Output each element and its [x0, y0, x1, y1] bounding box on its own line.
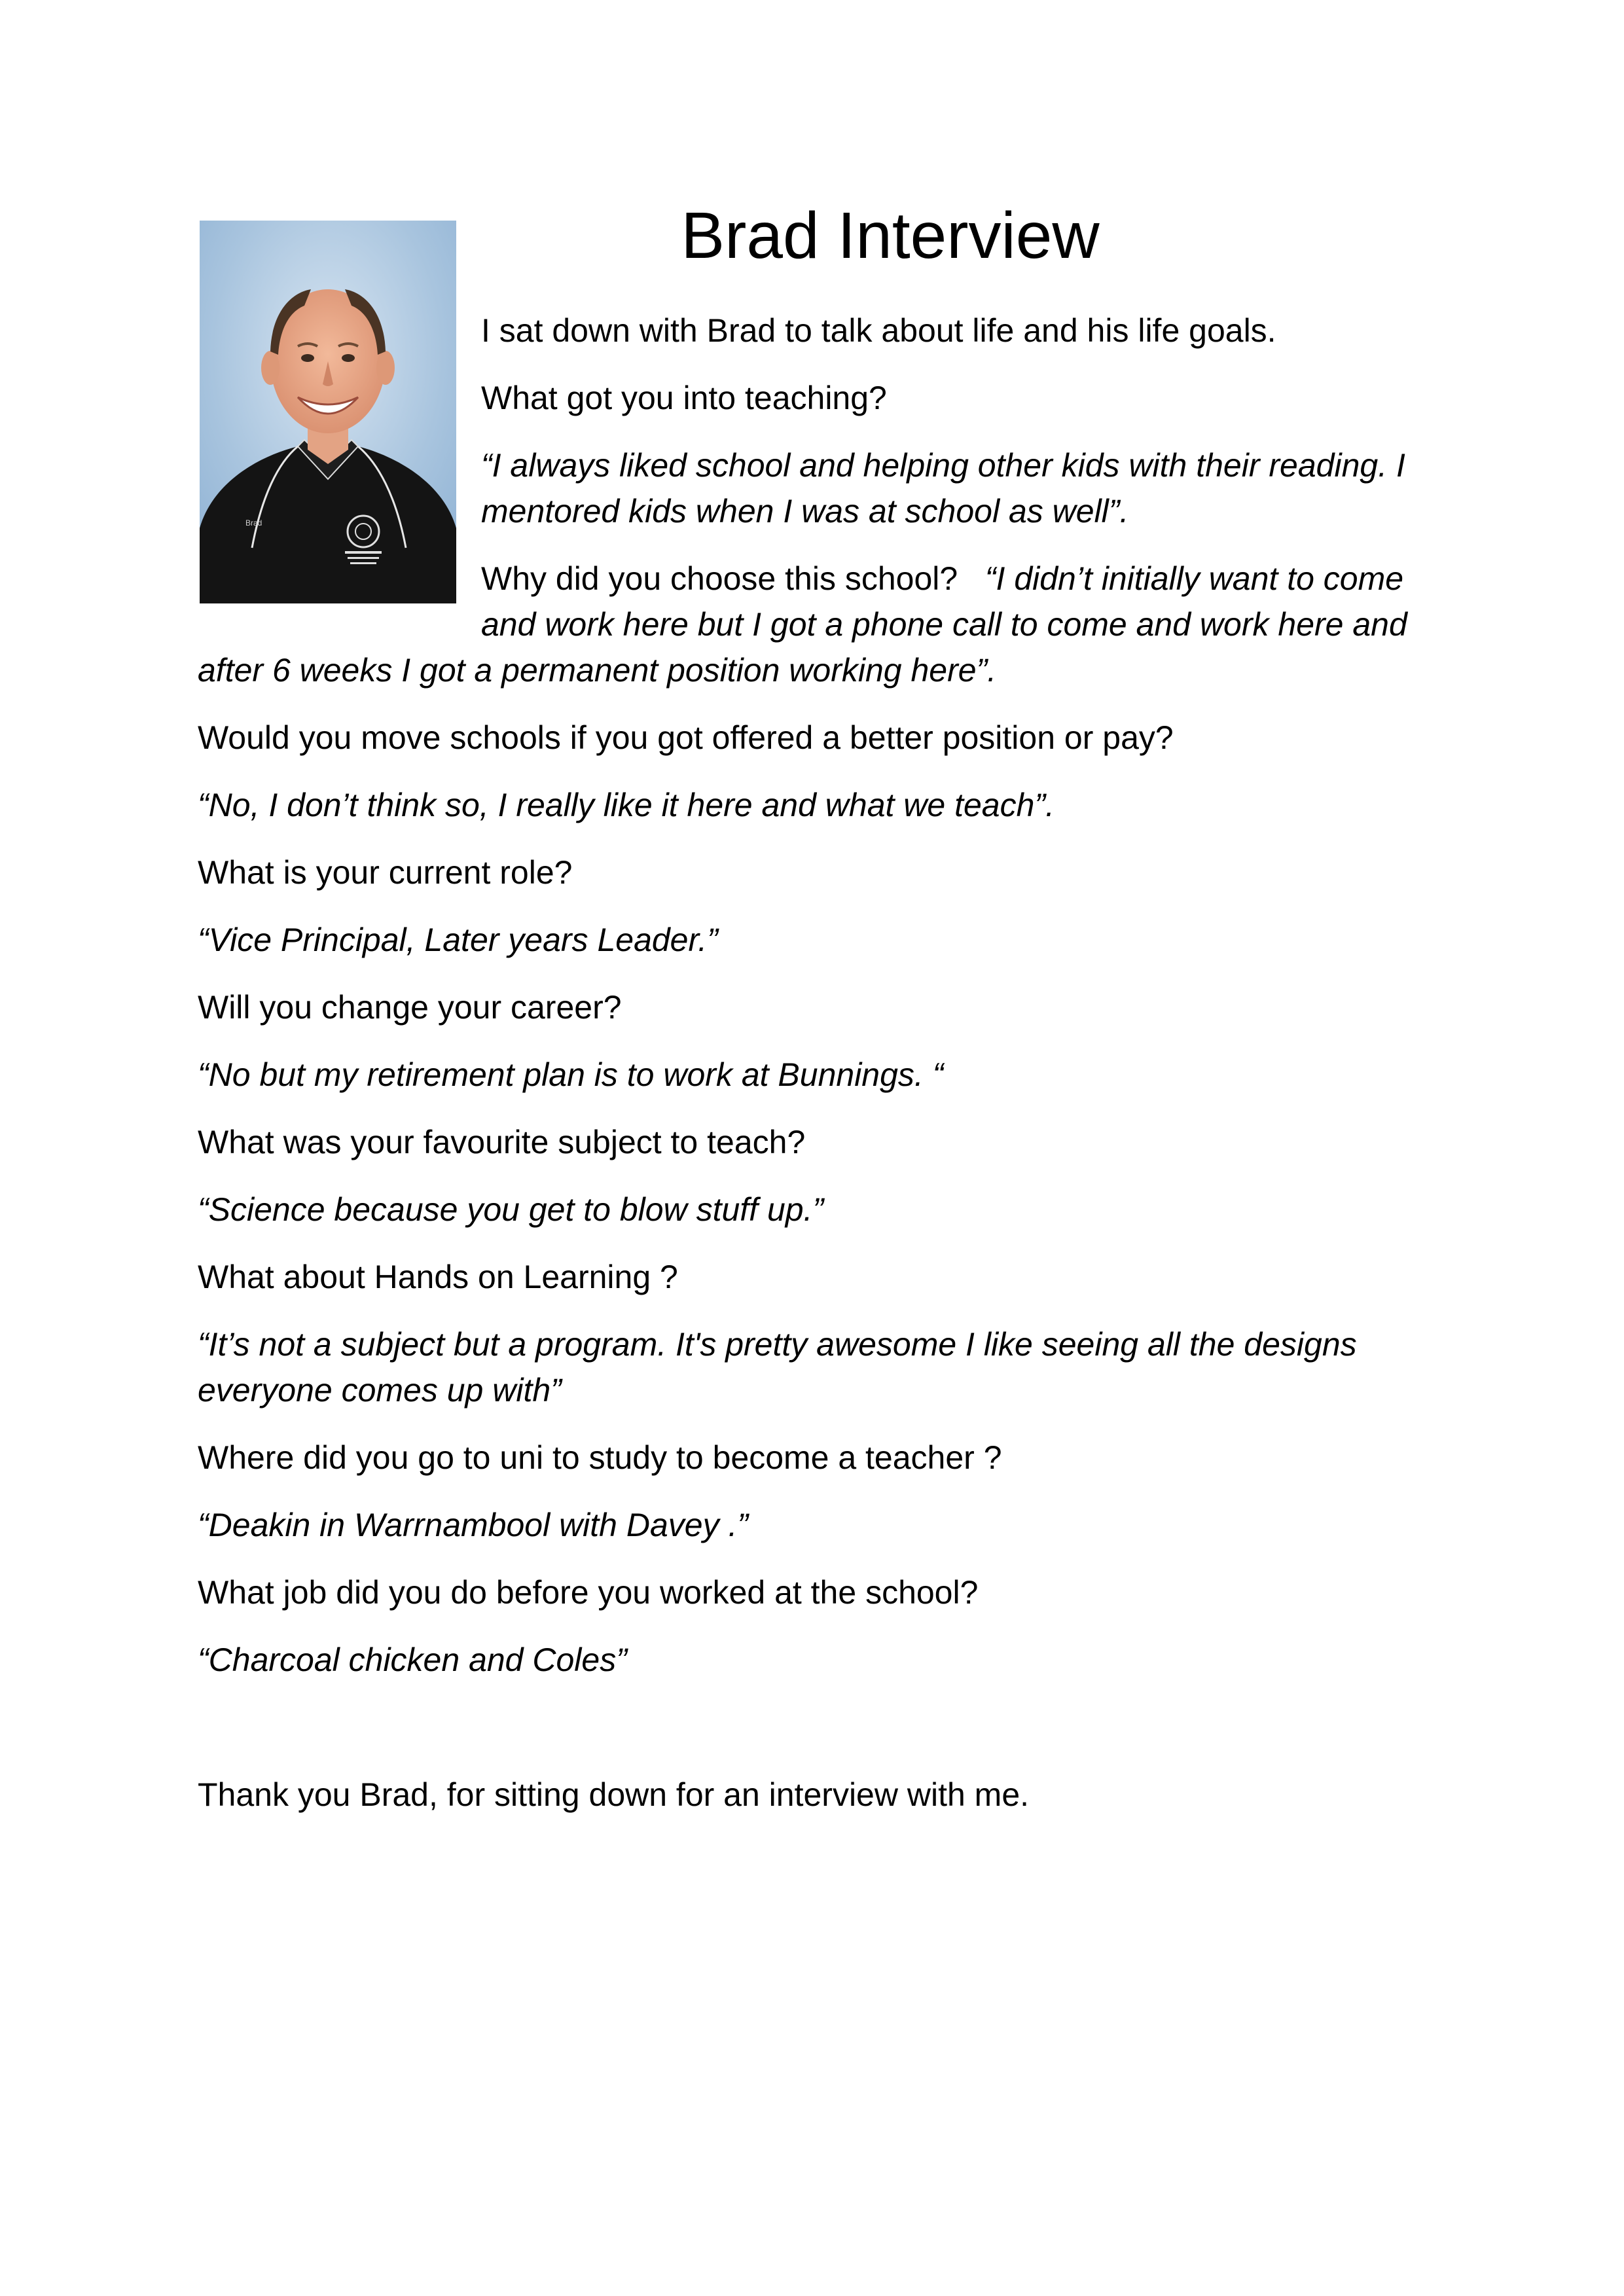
answer-1-line-1: “I always liked school and helping other kids with their reading. I [481, 447, 1405, 484]
answer-2-line-1: “I didn’t initially want to come [984, 560, 1404, 597]
answer-4: “Vice Principal, Later years Leader.” [198, 922, 718, 958]
question-6: What was your favourite subject to teach? [198, 1124, 806, 1160]
answer-1-line-2: mentored kids when I was at school as well”. [481, 493, 1129, 529]
question-9: What job did you do before you worked at the school? [198, 1574, 979, 1611]
answer-2-line-2: and work here but I got a phone call to come and work here and [481, 606, 1407, 643]
question-2-line [481, 556, 1443, 601]
answer-6: “Science because you get to blow stuff up.” [198, 1191, 824, 1228]
answer-7-line-2: everyone comes up with” [198, 1372, 562, 1408]
answer-5: “No but my retirement plan is to work at Bunnings. “ [198, 1056, 944, 1093]
page-title: Brad Interview [681, 199, 1100, 272]
question-3: Would you move schools if you got offered a better position or pay? [198, 719, 1174, 756]
question-1: What got you into teaching? [481, 380, 887, 416]
intro-paragraph: I sat down with Brad to talk about life and his life goals. [481, 312, 1276, 349]
question-8: Where did you go to uni to study to become a teacher ? [198, 1439, 1002, 1476]
question-7: What about Hands on Learning ? [198, 1259, 678, 1295]
question-5: Will you change your career? [198, 989, 622, 1026]
question-2: Why did you choose this school? [481, 560, 958, 597]
answer-3: “No, I don’t think so, I really like it here and what we teach”. [198, 787, 1055, 823]
answer-7-line-1: “It’s not a subject but a program. It's pretty awesome I like seeing all the designs [198, 1326, 1357, 1363]
answer-8: “Deakin in Warrnambool with Davey .” [198, 1507, 749, 1543]
shirt-name-label: Brad [245, 518, 262, 528]
answer-2-line-3: after 6 weeks I got a permanent position working here”. [198, 652, 997, 689]
portrait-photo [200, 221, 456, 603]
answer-9: “Charcoal chicken and Coles” [198, 1641, 627, 1678]
question-4: What is your current role? [198, 854, 573, 891]
closing-paragraph: Thank you Brad, for sitting down for an interview with me. [198, 1776, 1030, 1813]
